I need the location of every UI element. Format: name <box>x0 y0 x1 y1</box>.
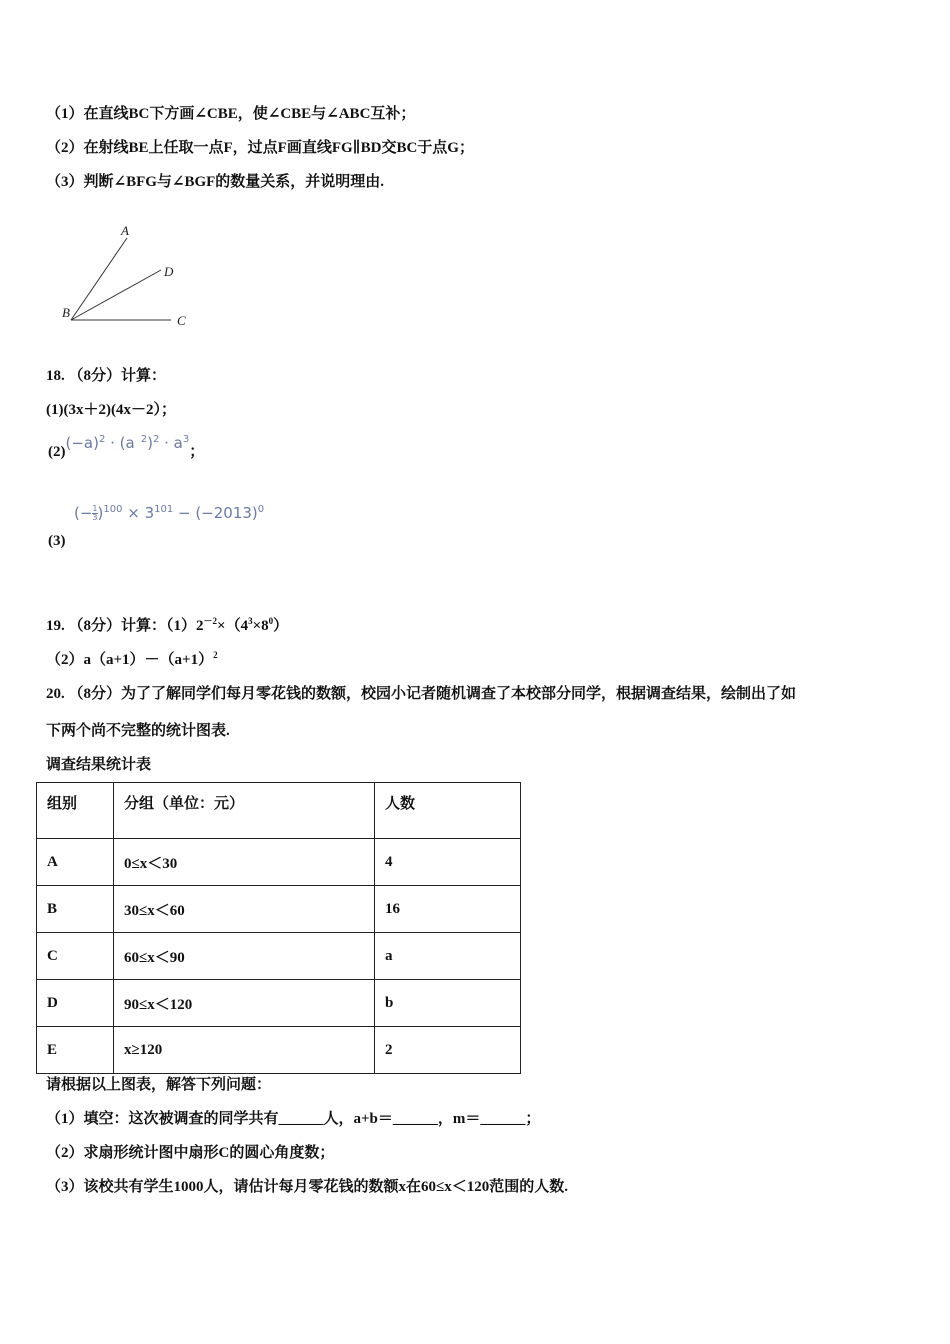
table-cell: b <box>375 980 521 1027</box>
q20-question-3: （3）该校共有学生1000人，请估计每月零花钱的数额x在60≤x＜120范围的人数. <box>46 1179 568 1195</box>
table-row <box>37 980 521 1027</box>
table-cell: 60≤x＜90 <box>114 933 375 980</box>
table-row <box>37 1027 521 1074</box>
q20-line-1: 20. （8分）为了了解同学们每月零花钱的数额，校园小记者随机调查了本校部分同学，根据调查结果，绘制出了如 <box>46 686 797 702</box>
q18-item-2-suffix: ； <box>189 444 205 460</box>
q18-item-2-formula: $(-a)^2 \cdot (a$ $^2)^2 \cdot a^3$ <box>65 434 190 452</box>
table-cell: 2 <box>375 1027 521 1074</box>
q18-item-2-prefix: (2) <box>48 444 66 460</box>
table-row <box>37 839 521 886</box>
table-cell: A <box>37 839 114 886</box>
ray-ba <box>71 238 127 320</box>
label-a: A <box>121 223 129 238</box>
table-cell: 30≤x＜60 <box>114 886 375 933</box>
ray-bd <box>71 270 161 320</box>
label-c: C <box>177 313 186 328</box>
table-header-cell: 分组（单位：元） <box>114 783 375 839</box>
q20-line-2: 下两个尚不完整的统计图表. <box>46 723 230 739</box>
table-header-row <box>37 783 521 839</box>
table-header-cell: 人数 <box>375 783 521 839</box>
angle-figure <box>55 222 205 332</box>
survey-table <box>36 782 521 1074</box>
q18-item-1: (1)(3x＋2)(4x－2）； <box>46 402 176 418</box>
q20-question-2: （2）求扇形统计图中扇形C的圆心角度数； <box>46 1145 335 1161</box>
table-cell: x≥120 <box>114 1027 375 1074</box>
q18-item-3-prefix: (3) <box>48 533 66 549</box>
table-cell: a <box>375 933 521 980</box>
q18-item-2 <box>48 434 205 461</box>
q20-instruction: 请根据以上图表，解答下列问题： <box>46 1077 272 1093</box>
q19-item-2: $(2)a(a+1)-(a+1)^2$ <box>46 650 218 668</box>
table-cell: 16 <box>375 886 521 933</box>
label-d: D <box>164 264 174 279</box>
table-row <box>37 886 521 933</box>
table-cell: 0≤x＜30 <box>114 839 375 886</box>
q17-item-2: （2）在射线BE上任取一点F，过点F画直线FG∥BD交BC于点G； <box>46 140 474 156</box>
table-cell: D <box>37 980 114 1027</box>
q20-question-1: （1）填空：这次被调查的同学共有______人，a+b＝______，m＝______； <box>46 1111 541 1127</box>
table-cell: 4 <box>375 839 521 886</box>
label-b: B <box>62 305 70 320</box>
q19-header: 19. （8分）计算：$(1)2^{-2}\times(4^3\times 8^0)$ <box>46 616 289 634</box>
q18-header: 18. （8分）计算： <box>46 368 167 384</box>
table-cell: C <box>37 933 114 980</box>
table-cell: B <box>37 886 114 933</box>
q18-item-3-formula: (− $\frac{1}{3}$ )$^{100} \times 3^{101} - (-2013)^0$ <box>74 504 265 522</box>
table-header-cell: 组别 <box>37 783 114 839</box>
q20-table-title: 调查结果统计表 <box>46 757 152 773</box>
q17-item-3: （3）判断∠BFG与∠BGF的数量关系，并说明理由. <box>46 174 385 190</box>
table-cell: 90≤x＜120 <box>114 980 375 1027</box>
q17-item-1: （1）在直线BC下方画∠CBE，使∠CBE与∠ABC互补； <box>46 106 416 122</box>
table-cell: E <box>37 1027 114 1074</box>
table-row <box>37 933 521 980</box>
